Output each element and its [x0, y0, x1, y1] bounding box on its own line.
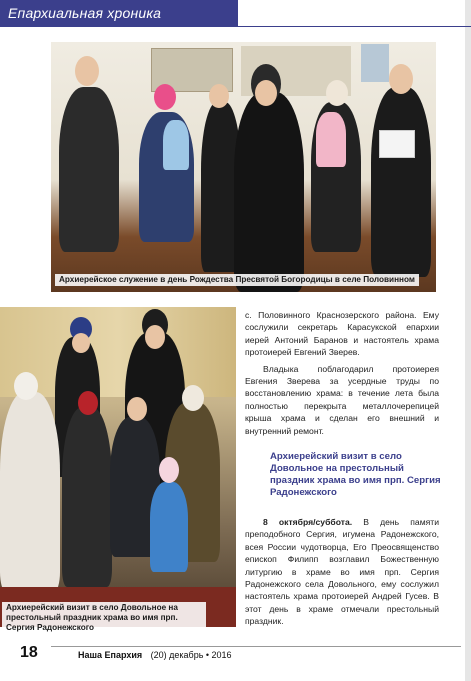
- issue-info: (20) декабрь • 2016: [150, 650, 232, 660]
- page-edge: [465, 0, 471, 681]
- paragraph-2: Владыка поблагодарил протоиерея Евгения Зверева за усердные труды по восстановлению храма: в течение лета была полностью перекрыта металлочерепицей крыша храма и сделан его внешний и внутренний ремонт.: [245, 363, 439, 436]
- section-title: Епархиальная хроника: [8, 5, 162, 21]
- footer-divider: [51, 646, 461, 647]
- subheading: Архиерейский визит в село Довольное на престольный праздник храма во имя прп. Сергия Радонежского: [270, 451, 441, 498]
- paragraph-3: [245, 516, 439, 628]
- photo1-caption: Архиерейское служение в день Рождества Пресвятой Богородицы в селе Половинном: [55, 274, 419, 286]
- section-header: [0, 0, 238, 27]
- article-column-top: [245, 309, 439, 437]
- paragraph-1: с. Половинного Краснозерского района. Ему сослужили секретарь Карасукской епархии иерей Антоний Баранов и настоятель храма протоиерей Евгений Зверев.: [245, 310, 439, 358]
- magazine-name: Наша Епархия: [78, 650, 143, 660]
- photo2-caption: Архиерейский визит в село Довольное на престольный праздник храма во имя прп. Сергия Радонежского: [2, 602, 206, 634]
- photo-visit-dovolnoe: [0, 307, 236, 627]
- event-date: 8 октября/суббота.: [263, 517, 353, 527]
- footer-info: [78, 650, 232, 660]
- photo-service-polovinnoe: [51, 42, 436, 292]
- page-number: 18: [20, 644, 38, 661]
- paragraph-3-text: В день памяти преподобного Сергия, игумена Радонежского, всея России чудотворца, Его Преосвященство епископ Филипп возглавил Божественную литургию в храме во имя прп. Сергия Радонежского села Довольного, ему сослужил настоятель храма протоиерей Андрей Гусев. В этот день в храме отмечали престольный праздник.: [245, 517, 439, 627]
- header-divider: [238, 26, 471, 27]
